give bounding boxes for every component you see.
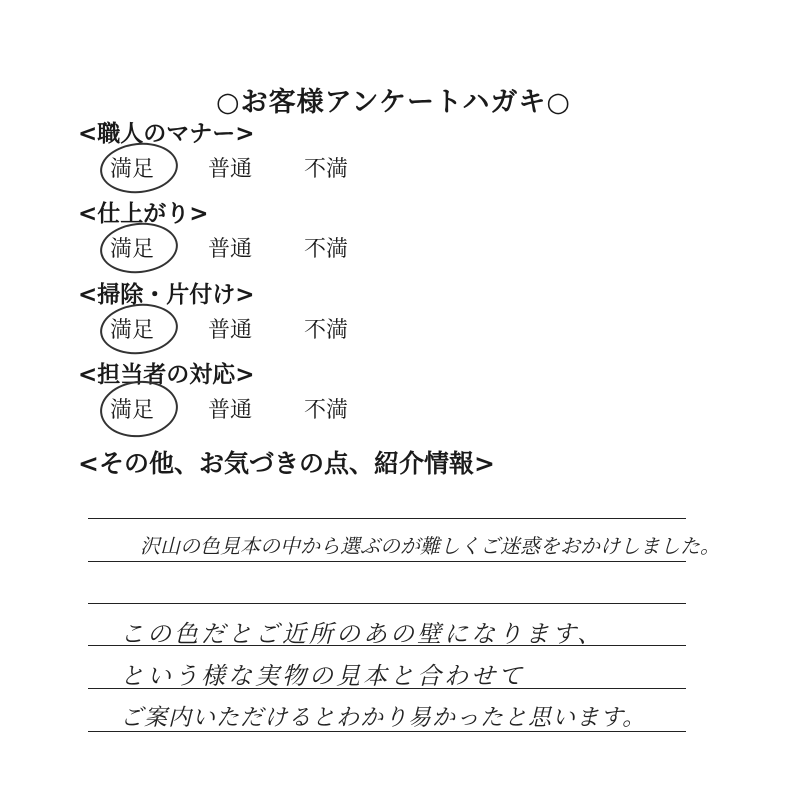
ruled-line — [88, 518, 686, 519]
section-heading: <掃除・片付け> — [78, 282, 255, 308]
option-dissatisfied[interactable]: 不満 — [304, 318, 349, 343]
handwritten-comment-line: ご案内いただけるとわかり易かったと思います。 — [120, 705, 647, 731]
option-dissatisfied[interactable]: 不満 — [304, 237, 349, 262]
other-comments-heading: <その他、お気づきの点、紹介情報> — [78, 449, 495, 478]
ruled-line — [88, 561, 686, 562]
option-satisfied[interactable]: 満足 — [110, 232, 154, 263]
option-normal[interactable]: 普通 — [208, 318, 253, 343]
option-normal[interactable]: 普通 — [208, 157, 253, 182]
handwritten-comment-line: この色だとご近所のあの壁になります、 — [120, 620, 605, 648]
section-heading: <仕上がり> — [78, 201, 209, 227]
survey-title: ○お客様アンケートハガキ○ — [216, 87, 571, 118]
section-heading: <職人のマナー> — [78, 121, 255, 147]
option-dissatisfied[interactable]: 不満 — [304, 157, 349, 182]
option-dissatisfied[interactable]: 不満 — [304, 398, 349, 423]
ruled-line — [88, 603, 686, 604]
option-normal[interactable]: 普通 — [208, 398, 253, 423]
option-satisfied[interactable]: 満足 — [110, 152, 154, 183]
option-satisfied[interactable]: 満足 — [110, 393, 154, 424]
handwritten-comment-line: 沢山の色見本の中から選ぶのが難しくご迷惑をおかけしました。 — [140, 534, 720, 558]
option-normal[interactable]: 普通 — [208, 237, 253, 262]
section-heading: <担当者の対応> — [78, 362, 255, 388]
handwritten-comment-line: という様な実物の見本と合わせて — [120, 662, 525, 690]
option-satisfied[interactable]: 満足 — [110, 313, 154, 344]
